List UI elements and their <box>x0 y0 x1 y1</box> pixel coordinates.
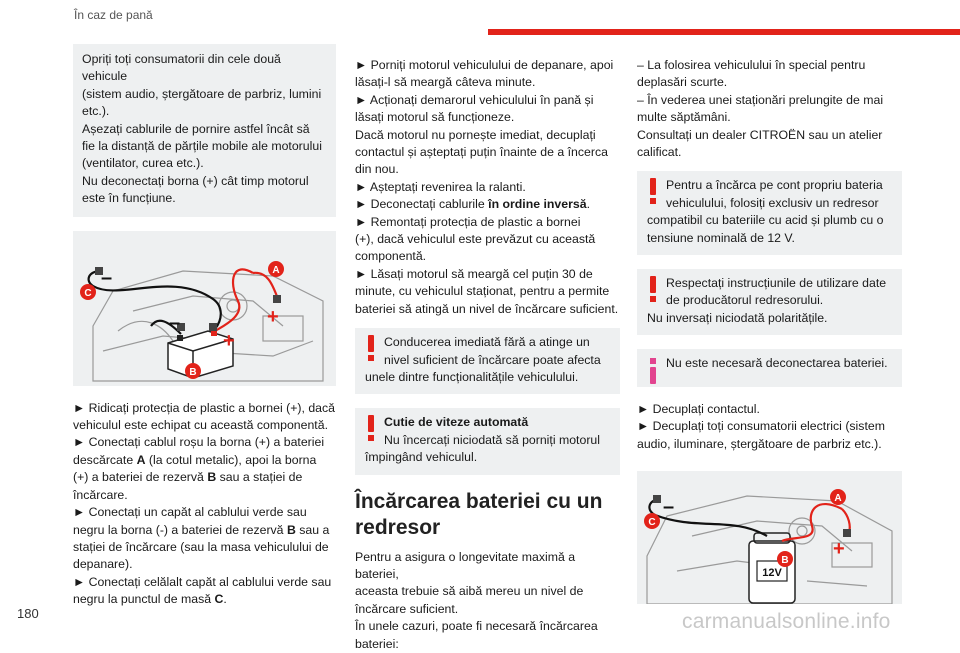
alert-line: Respectați instrucțiunile de utilizare date <box>666 276 887 291</box>
step-line: vehiculul este echipat cu această componentă. <box>73 418 328 433</box>
box-line: (sistem audio, ștergătoare de parbriz, lumini <box>82 86 322 101</box>
alert-line: vehiculului, folosiți exclusiv un redresor <box>666 195 879 210</box>
svg-text:A: A <box>834 492 842 504</box>
text-line: În unele cazuri, poate fi necesară încărcarea <box>355 619 598 634</box>
battery-charger-illustration <box>637 471 902 604</box>
column-1 <box>73 44 336 609</box>
alert-line: compatibil cu bateriile cu acid și plumb cu o <box>647 213 884 228</box>
alert-line: împingând vehiculul. <box>365 450 478 465</box>
text-line: – În vederea unei staționări prelungite de mai <box>637 92 884 107</box>
svg-text:B: B <box>781 554 789 566</box>
text-line: bateriei: <box>355 636 399 651</box>
voltage-label: 12V <box>762 566 782 579</box>
text-line: Dacă motorul nu pornește imediat, decuplați <box>355 127 596 142</box>
text-line: bateriei să atingă un nivel de încărcare suficient. <box>355 301 619 316</box>
info-text: Nu este necesară deconectarea bateriei. <box>666 356 888 371</box>
step-line: ► Conectați un capăt al cablului verde sau <box>73 505 307 520</box>
minus-sign: – <box>169 311 181 334</box>
text-line: Pentru a asigura o longevitate maximă a bateriei, <box>355 549 576 581</box>
text-line: contactul și așteptați puțin înainte de a încerca <box>355 145 608 160</box>
svg-text:C: C <box>84 287 92 299</box>
jump-start-illustration <box>73 231 336 386</box>
warning-box <box>355 408 620 474</box>
step-line: negru la borna (-) a bateriei de rezervă B sau a <box>73 522 330 537</box>
warning-box <box>355 328 620 394</box>
box-line: fie la distanță de părțile mobile ale motorului <box>82 139 322 154</box>
text-line: ► Deconectați cablurile în ordine inversă. <box>355 197 590 212</box>
step-line: descărcate A (la cotul metalic), apoi la borna <box>73 452 317 467</box>
warning-exclamation-icon <box>649 276 657 302</box>
warning-exclamation-icon <box>367 415 375 441</box>
alert-line: Pentru a încărca pe cont propriu bateria <box>666 178 883 193</box>
svg-text:C: C <box>648 516 656 528</box>
warning-exclamation-icon <box>367 335 375 361</box>
header-red-bar <box>488 29 960 35</box>
box-line: Așezați cablurile de pornire astfel încât să <box>82 121 310 136</box>
step-line: stației de încărcare (sau la masa vehiculului de <box>73 539 329 554</box>
step-line: ► Decuplați contactul. <box>637 401 760 416</box>
step-line: (+) a bateriei de rezervă B sau a stației de <box>73 470 303 485</box>
svg-text:B: B <box>189 366 197 378</box>
step-line: depanare). <box>73 557 133 572</box>
text-line: minute, cu vehiculul staționat, pentru a permite <box>355 284 610 299</box>
box-line: (ventilator, curea etc.). <box>82 156 204 171</box>
svg-text:A: A <box>272 264 280 276</box>
alert-line: Conducerea imediată fără a atinge un <box>384 335 590 350</box>
alert-line: de producătorul redresorului. <box>666 293 824 308</box>
info-box <box>637 349 902 386</box>
warning-box <box>637 269 902 335</box>
text-line: ► Remontați protecția de plastic a bornei <box>355 214 581 229</box>
usage-list <box>637 57 902 161</box>
column-3 <box>637 57 902 604</box>
text-line: componentă. <box>355 249 427 264</box>
column-2 <box>355 57 620 653</box>
text-line: ► Așteptați revenirea la ralanti. <box>355 179 526 194</box>
text-line: deplasări scurte. <box>637 75 728 90</box>
section-title: În caz de pană <box>74 8 153 22</box>
alert-title: Cutie de viteze automată <box>384 415 529 430</box>
text-line: lăsați-l să meargă câteva minute. <box>355 75 536 90</box>
minus-sign: – <box>101 266 113 289</box>
battery-charger <box>749 533 795 603</box>
alert-line: tensiune nominală de 12 V. <box>647 230 795 245</box>
page-number: 180 <box>17 606 39 621</box>
label-b-badge <box>777 551 793 567</box>
text-line: ► Porniți motorul vehiculului de depanare, apoi <box>355 58 614 72</box>
box-line: etc.). <box>82 104 110 119</box>
section-heading <box>355 489 620 541</box>
plus-sign: + <box>223 329 235 352</box>
text-line: – La folosirea vehiculului în special pentru <box>637 58 866 72</box>
text-line: din nou. <box>355 162 399 177</box>
text-line: calificat. <box>637 145 682 160</box>
box-line: este în funcțiune. <box>82 191 176 206</box>
alert-line: unele dintre funcționalitățile vehiculului. <box>365 369 579 384</box>
step-line: ► Conectați cablul roșu la borna (+) a bateriei <box>73 435 325 450</box>
warning-exclamation-icon <box>649 178 657 204</box>
label-c-badge <box>80 284 96 300</box>
heading-line: redresor <box>355 515 441 539</box>
step-line: ► Conectați celălalt capăt al cablului verde sau <box>73 574 332 589</box>
step-line: încărcare. <box>73 487 128 502</box>
paragraph <box>355 549 620 653</box>
instruction-steps <box>73 400 336 609</box>
box-line: Nu deconectați borna (+) cât timp motorul <box>82 173 309 188</box>
alert-line: nivel suficient de încărcare poate afecta <box>384 352 601 367</box>
label-a-badge <box>268 261 284 277</box>
plus-sign: + <box>267 305 279 328</box>
alert-line: Nu inversați niciodată polaritățile. <box>647 310 828 325</box>
plus-sign: + <box>833 537 845 560</box>
warning-box <box>637 171 902 255</box>
label-a-badge <box>830 489 846 505</box>
text-line: ► Acționați demarorul vehiculului în pană și <box>355 92 594 107</box>
step-line: ► Decuplați toți consumatorii electrici (sistem <box>637 419 885 434</box>
step-line: audio, iluminare, ștergătoare de parbriz etc.). <box>637 436 882 451</box>
label-c-badge <box>644 513 660 529</box>
watermark: carmanualsonline.info <box>682 610 891 633</box>
text-line: ► Lăsați motorul să meargă cel puțin 30 de <box>355 266 593 281</box>
info-icon <box>649 358 657 384</box>
warning-text-box <box>73 44 336 217</box>
minus-sign: – <box>663 495 675 518</box>
box-line: Opriți toți consumatorii din cele două vehicule <box>82 52 281 84</box>
text-line: Consultați un dealer CITROËN sau un atelier <box>637 127 883 142</box>
text-line: aceasta trebuie să aibă mereu un nivel de <box>355 584 584 599</box>
procedure-text <box>355 57 620 318</box>
heading-line: Încărcarea bateriei cu un <box>355 489 603 513</box>
instruction-steps <box>637 401 902 453</box>
step-line: negru la punctul de masă C. <box>73 592 227 607</box>
text-line: încărcare suficient. <box>355 601 459 616</box>
text-line: lăsați motorul să funcționeze. <box>355 110 515 125</box>
text-line: (+), dacă vehiculul este prevăzut cu această <box>355 232 596 247</box>
step-line: ► Ridicați protecția de plastic a bornei (+), dacă <box>73 400 335 415</box>
alert-line: Nu încercați niciodată să porniți motorul <box>384 432 600 447</box>
label-b-badge <box>185 363 201 379</box>
text-line: multe săptămâni. <box>637 110 731 125</box>
